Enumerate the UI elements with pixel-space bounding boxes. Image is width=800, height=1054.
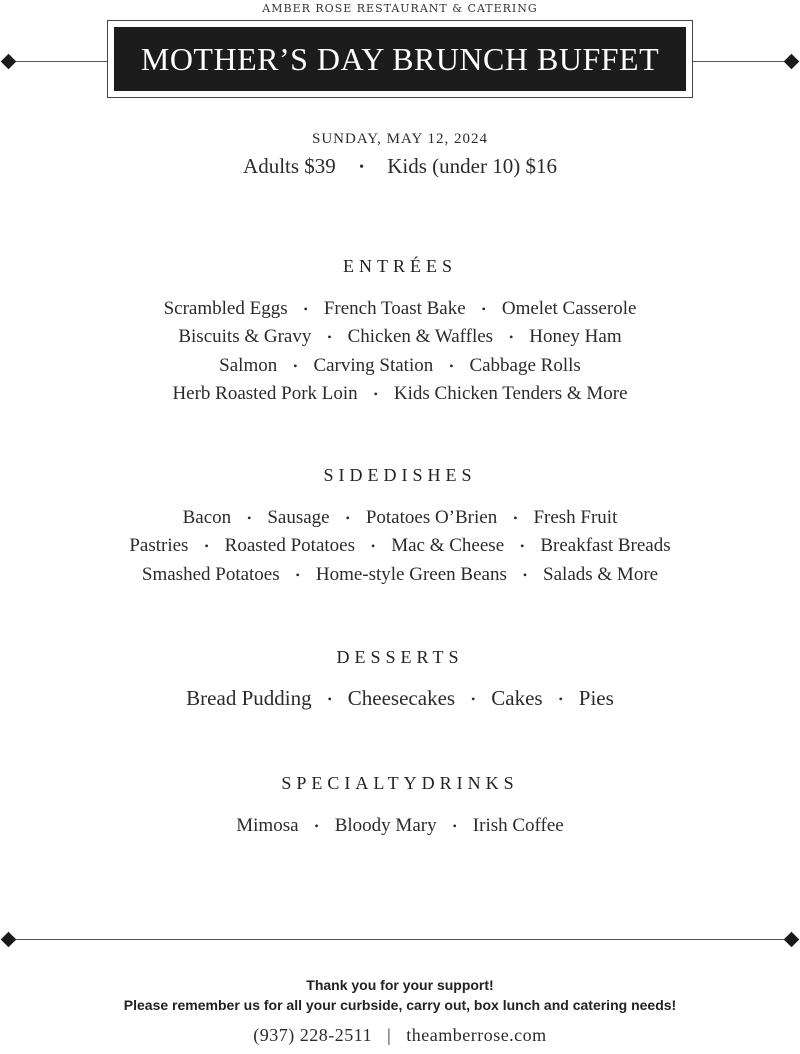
bullet-separator: • <box>522 567 528 582</box>
entrees-list <box>0 295 800 409</box>
bullet-separator: • <box>303 301 308 316</box>
bullet-separator: • <box>247 510 252 525</box>
bullet-separator: • <box>295 567 300 582</box>
specialty-drinks-list <box>0 812 800 840</box>
specialty-drinks-heading: SPECIALTYDRINKS <box>281 773 519 793</box>
menu-item: Chicken & Waffles <box>347 326 494 348</box>
menu-item: Herb Roasted Pork Loin <box>172 383 358 405</box>
menu-item: Bread Pudding <box>186 686 312 710</box>
desserts-list <box>0 685 800 714</box>
menu-item: Mimosa <box>236 815 299 836</box>
bullet-separator: • <box>471 692 476 707</box>
menu-item: Bacon <box>182 507 232 528</box>
bullet-separator: • <box>509 330 514 345</box>
bullet-separator: • <box>204 539 209 554</box>
bullet-separator: • <box>371 539 376 554</box>
menu-item: Irish Coffee <box>472 815 564 836</box>
menu-item: Honey Ham <box>529 326 622 348</box>
bullet-separator: • <box>481 301 486 316</box>
menu-row <box>0 380 800 408</box>
adult-price: Adults $39 <box>243 154 336 178</box>
diamond-icon <box>1 54 17 70</box>
diamond-icon <box>784 932 800 948</box>
desserts-heading: DESSERTS <box>336 647 464 667</box>
contact-info <box>0 1025 800 1046</box>
page-title: MOTHER’S DAY BRUNCH BUFFET <box>114 27 686 91</box>
entrees-heading: ENTRÉES <box>343 256 457 276</box>
menu-item: Home-style Green Beans <box>315 563 507 585</box>
menu-item: Salmon <box>219 354 278 376</box>
side-dishes-list <box>0 504 800 589</box>
menu-row <box>0 352 800 380</box>
menu-item: Cakes <box>491 686 543 710</box>
bullet-separator: • <box>452 818 457 833</box>
menu-item: Biscuits & Gravy <box>178 326 312 348</box>
menu-item: Pastries <box>129 535 189 557</box>
bullet-separator: • <box>513 510 518 525</box>
bullet-separator: • <box>359 160 364 176</box>
menu-item: Salads & More <box>543 563 659 585</box>
menu-item: Roasted Potatoes <box>224 535 356 557</box>
menu-item: Kids Chicken Tenders & More <box>393 383 628 405</box>
menu-item: Fresh Fruit <box>533 507 618 528</box>
menu-item: Mac & Cheese <box>391 535 505 557</box>
menu-item: Potatoes O’Brien <box>365 507 498 528</box>
menu-row <box>0 532 800 560</box>
kids-price: Kids (under 10) $16 <box>387 154 557 178</box>
menu-item: Scrambled Eggs <box>163 298 288 319</box>
menu-row <box>0 323 800 351</box>
event-date: SUNDAY, MAY 12, 2024 <box>311 131 488 147</box>
bullet-separator: • <box>293 358 298 373</box>
footer-rule <box>8 939 792 940</box>
menu-row <box>0 295 800 323</box>
menu-item: Omelet Casserole <box>501 298 637 319</box>
menu-item: Sausage <box>267 507 330 528</box>
menu-row <box>0 504 800 532</box>
header-rule-right <box>692 61 792 62</box>
menu-row <box>0 561 800 589</box>
thank-you-message <box>0 975 800 1015</box>
bullet-separator: • <box>345 510 350 525</box>
menu-item: Cheesecakes <box>347 686 456 710</box>
bullet-separator: • <box>314 818 319 833</box>
pricing <box>0 154 800 179</box>
bullet-separator: • <box>327 692 332 707</box>
side-dishes-heading: SIDEDISHES <box>323 465 477 485</box>
restaurant-name: AMBER ROSE RESTAURANT & CATERING <box>262 2 538 15</box>
diamond-icon <box>784 54 800 70</box>
menu-item: Cabbage Rolls <box>469 354 581 376</box>
bullet-separator: • <box>520 539 525 554</box>
diamond-icon <box>1 932 17 948</box>
menu-item: Carving Station <box>313 354 434 376</box>
menu-item: Breakfast Breads <box>540 535 671 557</box>
phone-number: (937) 228-2511 <box>253 1025 373 1045</box>
header-rule-left <box>8 61 108 62</box>
contact-divider: | <box>387 1025 392 1045</box>
website-link[interactable]: theamberrose.com <box>406 1025 547 1045</box>
menu-item: Smashed Potatoes <box>141 563 280 585</box>
reminder-line: Please remember us for all your curbside, carry out, box lunch and catering needs! <box>123 997 677 1013</box>
bullet-separator: • <box>327 330 332 345</box>
thank-you-line: Thank you for your support! <box>306 977 494 993</box>
menu-item: Pies <box>578 686 614 710</box>
bullet-separator: • <box>449 358 454 373</box>
menu-item: Bloody Mary <box>334 815 437 836</box>
bullet-separator: • <box>558 692 563 707</box>
menu-item: French Toast Bake <box>323 298 466 319</box>
bullet-separator: • <box>373 387 378 402</box>
